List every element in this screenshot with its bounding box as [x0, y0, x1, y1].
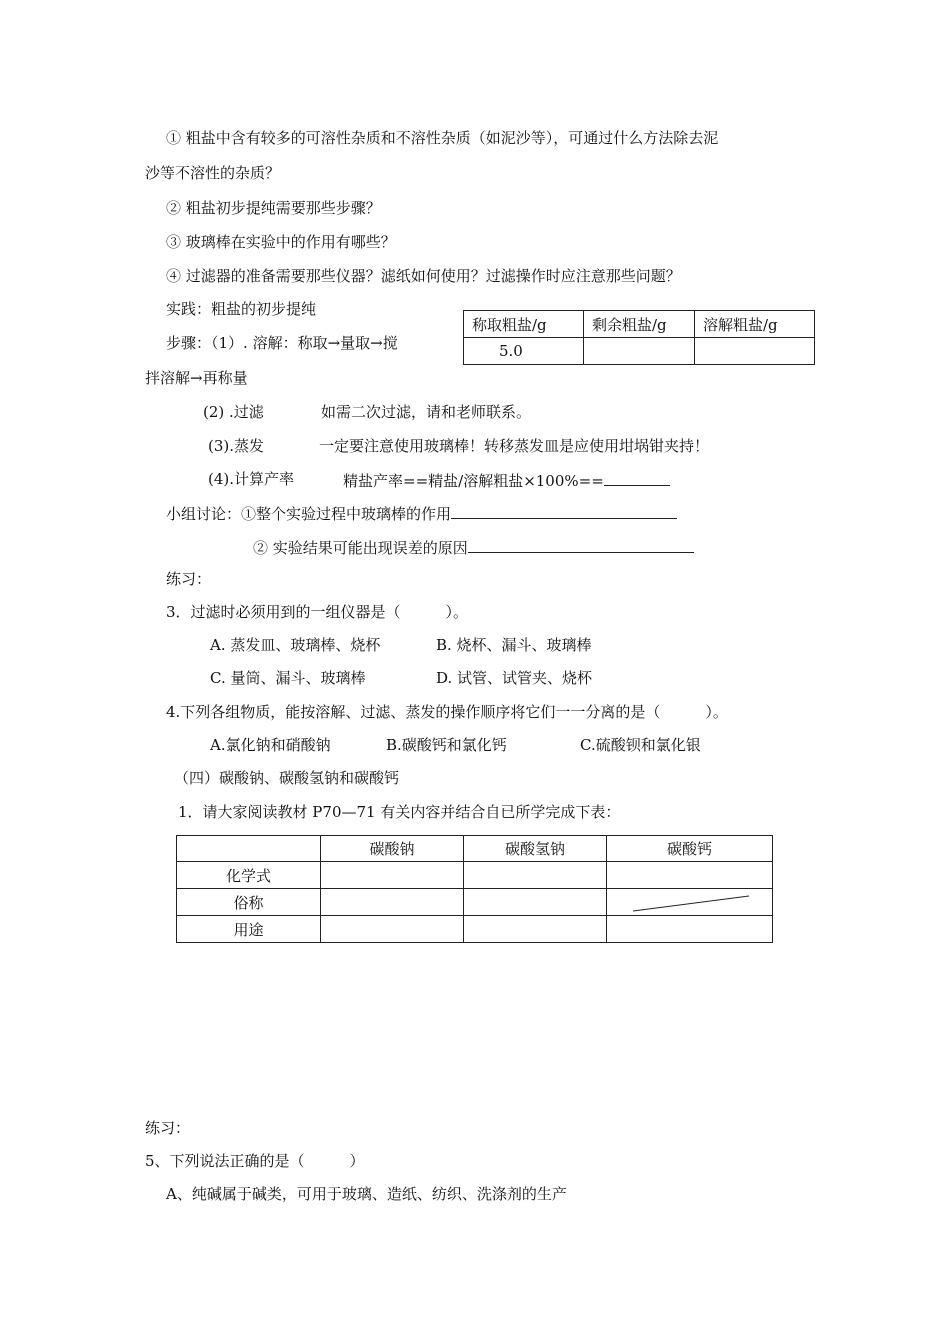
discussion-2-blank[interactable]	[468, 536, 694, 553]
discussion-2-text: ② 实验结果可能出现误差的原因	[253, 539, 468, 557]
salt-cell-weighed: 5.0	[464, 338, 584, 365]
practice-title: 实践：粗盐的初步提纯	[166, 300, 317, 318]
salt-table	[463, 310, 815, 365]
exercise-title: 练习：	[166, 570, 212, 588]
exercise-4-option-b: B.碳酸钙和氯化钙	[386, 736, 507, 754]
carb-header-calcium-carbonate: 碳酸钙	[607, 836, 773, 862]
carb-header-sodium-bicarbonate: 碳酸氢钠	[464, 836, 607, 862]
exercise-title-2: 练习：	[145, 1119, 191, 1137]
carb-cell[interactable]	[321, 916, 464, 943]
carb-row-label-formula: 化学式	[177, 862, 321, 889]
diagonal-strike	[607, 889, 772, 916]
salt-cell-dissolved[interactable]	[695, 338, 815, 365]
exercise-3-option-a: A. 蒸发皿、玻璃棒、烧杯	[210, 636, 381, 654]
discussion-2	[253, 536, 694, 558]
carb-cell[interactable]	[321, 862, 464, 889]
step-3-note: 一定要注意使用玻璃棒！转移蒸发皿是应使用坩埚钳夹持！	[319, 437, 710, 455]
question-2: ② 粗盐初步提纯需要那些步骤？	[166, 199, 381, 217]
exercise-3-option-d: D. 试管、试管夹、烧杯	[436, 669, 593, 687]
step-4-label: (4).计算产率	[208, 470, 295, 488]
carb-cell[interactable]	[321, 889, 464, 916]
carb-cell[interactable]	[607, 862, 773, 889]
step-4-note	[343, 469, 670, 491]
discussion-1-blank[interactable]	[451, 502, 677, 519]
exercise-3: 3．过滤时必须用到的一组仪器是（ ）。	[166, 603, 469, 621]
carb-row-label-common-name: 俗称	[177, 889, 321, 916]
discussion-1	[166, 502, 677, 524]
discussion-1-text: 小组讨论：①整个实验过程中玻璃棒的作用	[166, 505, 452, 523]
carb-cell[interactable]	[464, 862, 607, 889]
exercise-4-option-a: A.氯化钠和硝酸钠	[210, 736, 331, 754]
section-4-title: （四）碳酸钠、碳酸氢钠和碳酸钙	[174, 769, 400, 787]
question-1-continued: 沙等不溶性的杂质？	[145, 164, 281, 182]
carb-cell-crossed	[607, 889, 773, 916]
step-2-note: 如需二次过滤，请和老师联系。	[321, 403, 532, 421]
carb-cell[interactable]	[464, 916, 607, 943]
question-4: ④ 过滤器的准备需要那些仪器？滤纸如何使用？过滤操作时应注意那些问题？	[166, 267, 681, 285]
step-1-continued: 拌溶解→再称量	[145, 369, 248, 387]
step-3-label: (3).蒸发	[208, 437, 265, 455]
carbonate-table	[176, 835, 773, 943]
reading-instruction: 1．请大家阅读教材 P70—71 有关内容并结合自已所学完成下表：	[178, 803, 621, 821]
carb-row-label-uses: 用途	[177, 916, 321, 943]
exercise-5-option-a: A、纯碱属于碱类，可用于玻璃、造纸、纺织、洗涤剂的生产	[166, 1185, 567, 1203]
carb-header-sodium-carbonate: 碳酸钠	[321, 836, 464, 862]
salt-header-weighed: 称取粗盐/g	[464, 311, 584, 338]
salt-header-dissolved: 溶解粗盐/g	[695, 311, 815, 338]
question-3: ③ 玻璃棒在实验中的作用有哪些？	[166, 233, 396, 251]
salt-header-remaining: 剩余粗盐/g	[584, 311, 695, 338]
carb-header-blank	[177, 836, 321, 862]
yield-blank[interactable]	[604, 469, 670, 486]
yield-formula: 精盐产率==精盐/溶解粗盐×100%==	[343, 472, 604, 490]
exercise-4-option-c: C.硫酸钡和氯化银	[580, 736, 701, 754]
carb-cell[interactable]	[607, 916, 773, 943]
step-1: 步骤：（1）. 溶解：称取→量取→搅	[166, 334, 398, 352]
exercise-3-option-c: C. 量筒、漏斗、玻璃棒	[210, 669, 366, 687]
carb-cell[interactable]	[464, 889, 607, 916]
question-1: ① 粗盐中含有较多的可溶性杂质和不溶性杂质（如泥沙等），可通过什么方法除去泥	[166, 129, 719, 147]
exercise-3-option-b: B. 烧杯、漏斗、玻璃棒	[436, 636, 592, 654]
exercise-5: 5、下列说法正确的是（ ）	[145, 1152, 365, 1170]
salt-cell-remaining[interactable]	[584, 338, 695, 365]
step-2-label: (2) .过滤	[203, 403, 264, 421]
exercise-4: 4.下列各组物质，能按溶解、过滤、蒸发的操作顺序将它们一一分离的是（ ）。	[166, 703, 728, 721]
